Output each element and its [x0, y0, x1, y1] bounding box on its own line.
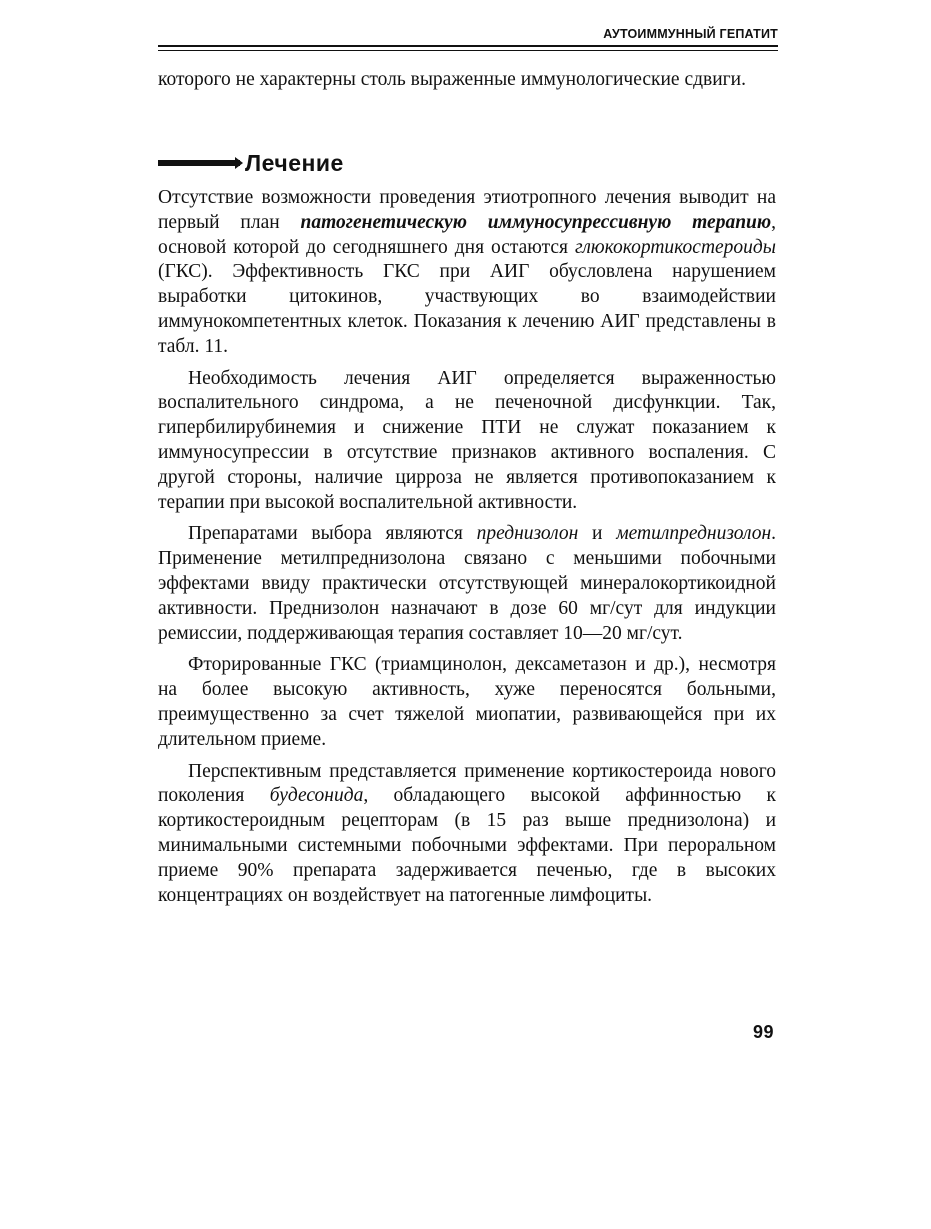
- emphasis-budesonide: будесонида: [269, 785, 364, 807]
- section-title: Лечение: [245, 149, 344, 176]
- emphasis-prednisolone: преднизолон: [476, 523, 579, 545]
- paragraph-4: Фторированные ГКС (триамцинолон, дексаметазон и др.), несмотря на более высокую активность, хуже переносятся больными, преимущественно за счет тяжелой миопатии, развивающейся при их длительном приеме.: [158, 654, 776, 750]
- heading-bar-icon: [158, 160, 240, 166]
- section-heading: [158, 148, 344, 178]
- paragraph-1-text-3: (ГКС). Эффективность ГКС при АИГ обусловлена нарушением выработки цитокинов, участвующих во взаимодействии иммунокомпетентных клеток. Показания к лечению АИГ представлены в табл. 11.: [158, 261, 776, 357]
- header-rule: [158, 45, 778, 47]
- emphasis-gks: глюкокортикостероиды: [574, 236, 776, 258]
- paragraph-3-text-3: . Применение метилпреднизолона связано с меньшими побочными эффектами ввиду практически отсутствующей минералокортикоидной активности. Преднизолон назначают в дозе 60 мг/сут для индукции ремиссии, поддерживающая терапия составляет 10—20 мг/сут.: [158, 523, 777, 644]
- paragraph-1-text: Отсутствие возможности проведения этиотропного лечения выводит на первый план: [158, 187, 776, 233]
- paragraph-2: Необходимость лечения АИГ определяется выраженностью воспалительного синдрома, а не печеночной дисфункции. Так, гипербилирубинемия и снижение ПТИ не служат показанием к иммуносупрессии в отсутствие признаков активного воспаления. С другой стороны, наличие цирроза не является противопоказанием к терапии при высокой воспалительной активности.: [158, 367, 776, 513]
- page-number: 99: [752, 1022, 774, 1042]
- intro-block: [158, 68, 776, 93]
- paragraph-5-text-2: , обладающего высокой аффинностью к кортикостероидным рецепторам (в 15 раз выше преднизолона) и минимальными системными побочными эффектами. При пероральном приеме 90% препарата задерживается печенью, где в высоких концентрациях он воздействует на патогенные лимфоциты.: [158, 785, 776, 906]
- emphasis-therapy: патогенетическую иммуносупрессивную терапию: [300, 211, 772, 233]
- paragraph-3-text-2: и: [578, 523, 617, 545]
- intro-paragraph: которого не характерны столь выраженные иммунологические сдвиги.: [158, 69, 746, 90]
- section-body: [158, 186, 776, 915]
- paragraph-3: [158, 522, 776, 646]
- paragraph-3-text: Препаратами выбора являются: [188, 523, 477, 545]
- running-title: АУТОИММУННЫЙ ГЕПАТИТ: [603, 27, 778, 41]
- paragraph-1: [158, 186, 776, 360]
- paragraph-5: [158, 760, 776, 909]
- emphasis-methylprednisolone: метилпреднизолон: [616, 523, 772, 545]
- paragraph-1-text-2: , основой которой до сегодняшнего дня остаются: [158, 211, 776, 258]
- header-rule-thin: [158, 50, 778, 51]
- paragraph-5-text: Перспективным представляется применение кортикостероида нового поколения: [158, 760, 776, 807]
